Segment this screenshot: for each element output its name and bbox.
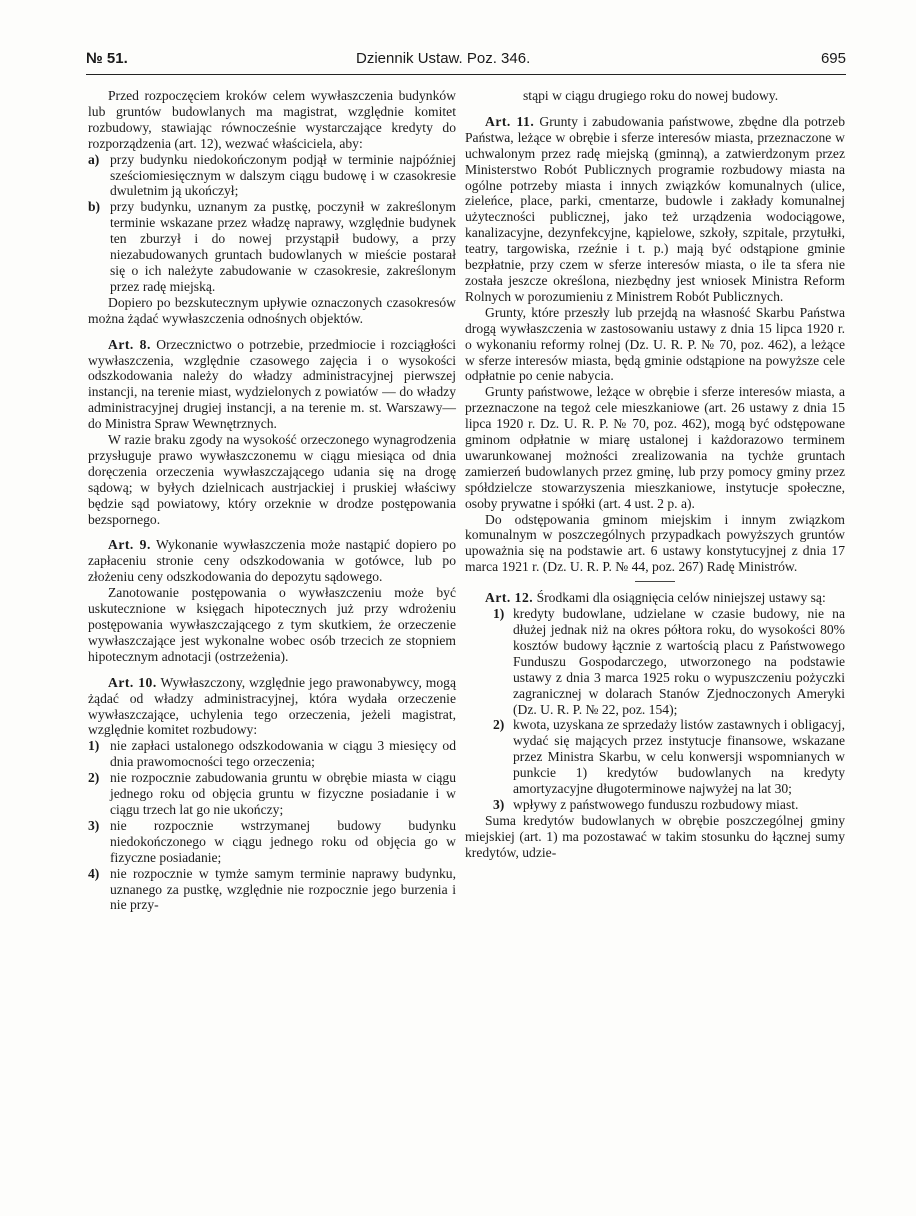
list-item xyxy=(465,797,845,813)
list-text: kredyty budowlane, udzielane w czasie budowy, nie na dłużej jednak niż na okres półtora roku, do wysokości 80% kosztów budowy łącznie z wartością placu z Państwowego Funduszu Gospodarczego, utworzonego na podstawie ustawy z dnia 3 marca 1925 roku o wypuszczeniu pożyczki zagranicznej w dolarach Stanów Zjednoczonych Ameryki (Dz. U. R. P. № 22, poz. 154); xyxy=(513,606,845,717)
intro-list xyxy=(88,152,456,295)
article-8-paragraph-2: W razie braku zgody na wysokość orzeczonego wynagrodzenia przysługuje prawo wywłaszczonemu w ciągu miesiąca od dnia doręczenia orzeczenia wywłaszczającego udania się na drogę sądową; w byłych dzielnicach austrjackiej i pruskiej właściwy będzie sąd powiatowy, który orzeknie w drodze postępowania bezspornego. xyxy=(88,432,456,527)
article-11-paragraph-3: Grunty państwowe, leżące w obrębie i sferze interesów miasta, a przeznaczone na tegoż cele mieszkaniowe (art. 26 ustawy z dnia 15 lipca 1920 r. Dz. U. R. P. № 70, poz. 462), mogą być odstępowane gminom odpłatnie w miarę ustalonej i każdorazowo terminem uwarunkowanej możności zrealizowania na tychże gruntach zamierzeń budowlanych przez gminę, lub przy pomocy gminy przez spółdzielcze stowarzyszenia mieszkaniowe, instytucje społeczne, osoby prywatne i spółki (art. 4 ust. 2 p. a). xyxy=(465,384,845,511)
article-11 xyxy=(465,114,845,305)
article-label: Art. 12. xyxy=(485,590,534,606)
closing-paragraph: Suma kredytów budowlanych w obrębie poszczególnej gminy miejskiej (art. 1) ma pozostawać w takim stosunku do łącznej sumy kredytów, udzie- xyxy=(465,812,845,860)
section-divider xyxy=(635,581,675,582)
list-text: nie rozpocznie w tymże samym terminie naprawy budynku, uznanego za pustkę, względnie nie rozpocznie jego burzenia i nie przy- xyxy=(110,865,456,913)
list-text: nie rozpocznie zabudowania gruntu w obrębie miasta w ciągu jednego roku od objęcia gruntu w fizyczne posiadanie i w ciągu trzech lat go nie ukończy; xyxy=(110,770,456,817)
list-text: kwota, uzyskana ze sprzedaży listów zastawnych i obligacyj, wydać się mających przez instytucje finansowe, wskazane przez Ministra Skarbu, w celu konwersji wspomnianych w punkcie 1) kredytów budowlanych na kredyty amortyzacyjne długoterminowe najwyżej na lat 30; xyxy=(513,717,845,797)
list-marker: 2) xyxy=(88,770,100,786)
article-9-paragraph-2: Zanotowanie postępowania o wywłaszczeniu może być uskutecznione w księgach hipotecznych już przy wdrożeniu postępowania wywłaszczającego z tym skutkiem, że orzeczenie wywłaszczające jest wykonalne wobec osób trzecich ze stopniem hipotecznym adnotacji (ostrzeżenia). xyxy=(88,585,456,664)
article-8 xyxy=(88,337,456,432)
list-item xyxy=(88,770,456,818)
article-text: Orzecznictwo o potrzebie, przedmiocie i rozciągłości wywłaszczenia, względnie czasowego zajęcia i o wysokości odszkodowania należy do władzy administracyjnej pierwszej instancji, na terenie miast, wydzielonych z powiatów — do władzy administracyjnej drugiej instancji, a na terenie m. st. Warszawy—do Ministra Spraw Wewnętrznych. xyxy=(88,336,457,432)
issue-number: № 51. xyxy=(86,50,128,67)
header-rule xyxy=(86,74,846,75)
list-marker: 2) xyxy=(493,717,505,733)
right-column xyxy=(465,88,845,861)
list-item xyxy=(465,606,845,717)
article-text: Wywłaszczony, względnie jego prawonabywcy, mogą żądać od władzy administracyjnej, która wydała orzeczenie wywłaszczające, uchylenia tego orzeczenia, jeżeli magistrat, względnie komitet rozbudowy: xyxy=(88,674,456,738)
list-marker: a) xyxy=(88,151,100,167)
article-text: Grunty i zabudowania państwowe, zbędne dla potrzeb Państwa, leżące w obrębie i sferze interesów miasta, przeznaczone w uchwalonym przez radę miejską (gminną), a zatwierdzonym przez Ministerstwo Robót Publicznych programie rozbudowy miasta na ogólne potrzeby miasta i innych związków komunalnych (ulice, zieleńce, place, parki, cmentarze, budowle i zakłady komunalnej użyteczności publicznej, jako też urządzenia wodociągowe, kanalizacyjne, dezynfekcyjne, kąpielowe, szkoły, szpitale, przytułki, teatry, targowiska, rzeźnie i t. p.) mają być odstąpione gminie bezpłatnie, przy czem w sferze interesów miasta, o ile ta sfera nie została jeszcze określona, niezbędny jest wniosek Ministra Reform Rolnych w porozumieniu z Ministrem Robót Publicznych. xyxy=(465,113,845,304)
list-marker: 1) xyxy=(493,606,505,622)
list-text: nie zapłaci ustalonego odszkodowania w ciągu 3 miesięcy od dnia prawomocności tego orzeczenia; xyxy=(110,738,456,770)
list-marker: 1) xyxy=(88,738,100,754)
journal-title: Dziennik Ustaw. Poz. 346. xyxy=(356,50,531,67)
list-marker: 3) xyxy=(493,796,505,812)
left-column xyxy=(88,88,456,913)
list-item xyxy=(88,152,456,200)
continuation-text: stąpi w ciągu drugiego roku do nowej budowy. xyxy=(523,88,779,103)
list-text: nie rozpocznie wstrzymanej budowy budynku niedokończonego w ciągu jednego roku od objęcia go w fizyczne posiadanie; xyxy=(110,817,456,865)
list-item xyxy=(88,866,456,914)
article-label: Art. 8. xyxy=(108,336,151,352)
list-marker: 4) xyxy=(88,865,100,881)
article-11-paragraph-4: Do odstępowania gminom miejskim i innym związkom komunalnym w poszczególnych przypadkach powyższych gruntów upoważnia się na podstawie art. 6 ustawy konstytucyjnej z dnia 17 marca 1921 r. (Dz. U. R. P. № 44, poz. 267) Radę Ministrów. xyxy=(465,511,845,575)
list-item xyxy=(88,199,456,294)
article-text: Wykonanie wywłaszczenia może nastąpić dopiero po zapłaceniu stronie ceny odszkodowania w gotówce, lub po złożeniu ceny odszkodowania do depozytu sądowego. xyxy=(88,537,457,585)
list-item xyxy=(88,738,456,770)
list-text: przy budynku niedokończonym podjął w terminie najpóźniej sześciomiesięcznym w dalszym ciągu budowę i w czasokresie dwuletnim ją ukończył; xyxy=(110,151,456,199)
list-text: przy budynku, uznanym za pustkę, poczynił w zakreślonym terminie wskazane przez władzę naprawy, względnie budynek ten zburzył i do nowej przystąpił budowy, a przy niezabudowanych gruntach budowlanych w mieście postarał się o ich należyte zabudowanie w czasokresie, zakreślonym przez radę miejską. xyxy=(110,199,456,294)
list-text: wpływy z państwowego funduszu rozbudowy miast. xyxy=(513,796,799,812)
article-12 xyxy=(465,590,845,606)
page-header xyxy=(86,50,846,74)
article-label: Art. 9. xyxy=(108,537,151,553)
list-item xyxy=(88,818,456,866)
page-number: 695 xyxy=(820,50,846,67)
article-label: Art. 10. xyxy=(108,674,157,690)
article-12-list xyxy=(465,606,845,813)
list-item xyxy=(465,717,845,797)
article-10-list xyxy=(88,738,456,913)
after-list-paragraph: Dopiero po bezskutecznym upływie oznaczonych czasokresów można żądać wywłaszczenia odnośnych objektów. xyxy=(88,294,456,326)
article-10 xyxy=(88,675,456,739)
intro-paragraph: Przed rozpoczęciem kroków celem wywłaszczenia budynków lub gruntów budowlanych ma magistrat, względnie komitet rozbudowy, stawiając równocześnie wystarczające kredyty do rozporządzenia (art. 12), wezwać właściciela, aby: xyxy=(88,88,456,151)
list-marker: 3) xyxy=(88,817,100,833)
list-marker: b) xyxy=(88,199,101,215)
article-text: Środkami dla osiągnięcia celów niniejszej ustawy są: xyxy=(536,590,826,606)
article-9 xyxy=(88,537,456,585)
article-label: Art. 11. xyxy=(485,113,535,129)
article-11-paragraph-2: Grunty, które przeszły lub przejdą na własność Skarbu Państwa drogą wywłaszczenia w zastosowaniu ustawy z dnia 15 lipca 1920 r. o wykonaniu reformy rolnej (Dz. U. R. P. № 70, poz. 462), a leżące w sferze interesów miasta, będą gminie odstąpione na powyższe cele odpłatnie po cenie nabycia. xyxy=(465,304,845,384)
